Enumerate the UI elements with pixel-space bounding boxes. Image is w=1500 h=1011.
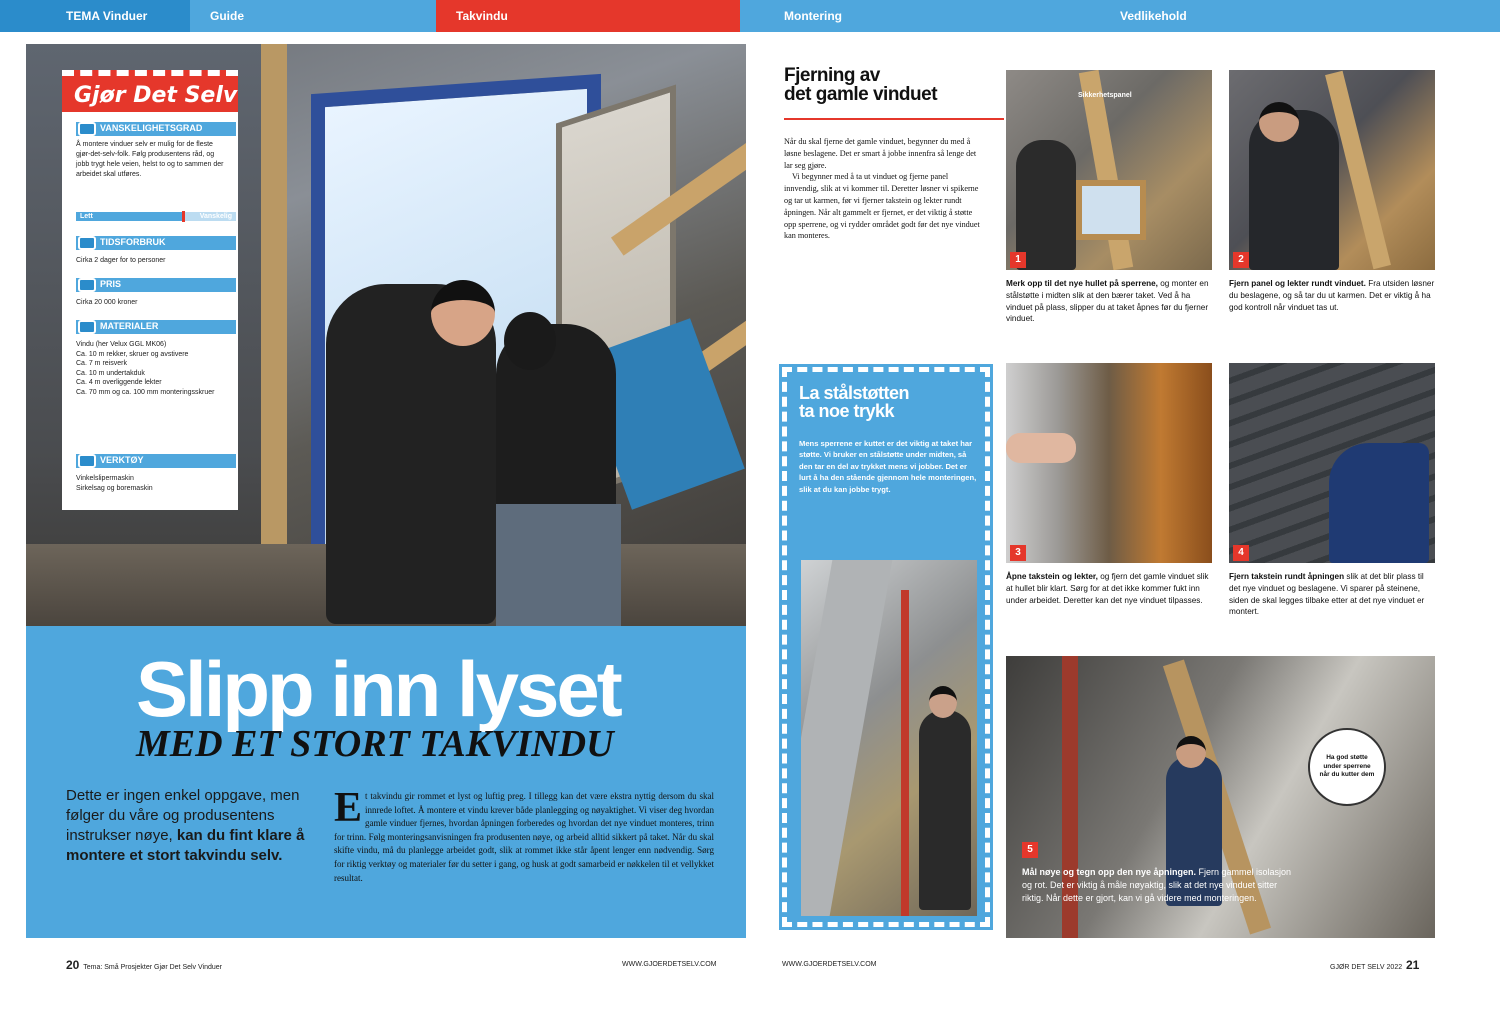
- ingress-text: [66, 786, 316, 866]
- tip-box-text: Mens sperrene er kuttet er det viktig at taket har støtte. Vi bruker en stålstøtte under midten, så den tar en del av trykket mens vi jobber. Det er lurt å ha den stående gjennom hele monteringen, slik at du kan jobbe trygt.: [799, 439, 977, 494]
- difficulty-icon: [78, 122, 96, 136]
- tip-box-title: [799, 384, 909, 420]
- worker-shape: [919, 710, 971, 910]
- fact-box-header: [62, 70, 238, 112]
- step-number: 1: [1010, 252, 1026, 268]
- step-caption-4: [1229, 571, 1435, 618]
- section-title: [784, 66, 937, 104]
- nav-brand: TEMA Vinduer: [0, 0, 190, 32]
- footer-right: [1330, 958, 1419, 972]
- clock-icon: [78, 236, 96, 250]
- time-text: Cirka 2 dager for to personer: [76, 257, 166, 264]
- page-headline: Slipp inn lyset: [136, 645, 620, 733]
- difficulty-end-label: Vanskelig: [199, 213, 232, 220]
- ingress-bold: kan du fint klare å montere et stort takvindu selv.: [66, 827, 305, 864]
- tip-title-line: La stålstøtten: [799, 383, 910, 403]
- nav-tab-montering: Montering: [784, 9, 842, 23]
- difficulty-bar: [76, 212, 236, 221]
- photo-label: Sikkerhetspanel: [1078, 92, 1132, 99]
- title-rule: [784, 118, 1004, 120]
- materials-list: [76, 340, 231, 398]
- rafter-shape: [1079, 70, 1133, 270]
- caption-lead: Fjern panel og lekter rundt vinduet.: [1229, 279, 1366, 288]
- coin-icon: [78, 278, 96, 292]
- worker-head: [929, 686, 957, 718]
- list-item: Ca. 7 m reisverk: [76, 360, 127, 368]
- caption-text: Fjern gammel isolasjon og rot. Det er viktig å måle nøyaktig, slik at det nye vinduet sitter riktig. Når dette er gjort, kan vi gå videre med monteringen.: [1022, 867, 1292, 903]
- section-label: TIDSFORBRUK: [100, 237, 166, 247]
- paragraph: Når du skal fjerne det gamle vinduet, begynner du med å løsne beslagene. Det er smart å jobbe innenfra så lenge det lar seg gjøre.: [784, 137, 977, 170]
- list-item: Ca. 10 m undertakduk: [76, 369, 145, 377]
- nav-tab-guide: Guide: [210, 9, 245, 23]
- step-photo-4: [1229, 363, 1435, 563]
- section-title-line: Fjerning av: [784, 65, 880, 86]
- footer-left: [66, 958, 222, 972]
- page-number-right: 21: [1406, 958, 1420, 972]
- section-label: VANSKELIGHETSGRAD: [100, 123, 203, 133]
- article-body-text: t takvindu gir rommet et lyst og luftig preg. I tillegg kan det være ekstra nyttig dersom du skal innrede loftet. Å montere et vindu krever både planlegging og nøyaktighet. Vi viser deg hvordan gamle vinduer fjernes, hvordan åpningen forberedes og hvordan det nye vinduet monteres, trinn for trinn. Følg monteringsanvisningen fra produsenten nøye, og arbeid alltid sikkert på taket. Når du skal skifte vindu, må du planlegge arbeidet godt, slik at rommet ikke står åpent lenger enn nødvendig. Sørg for riktig verktøy og materialer før du setter i gang, og husk at godt samarbeid er nøkkelen til et vellykket resultat.: [334, 791, 714, 883]
- glove-shape: [1329, 443, 1429, 563]
- section-price: [76, 278, 236, 292]
- difficulty-text: Å montere vinduer selv er mulig for de fleste gjør-det-selv-folk. Følg produsentens råd, og jobb trygt hele veien, helst to og to sammen der arbeidet skal utføres.: [76, 141, 224, 178]
- speech-bubble: Ha god støtte under sperrene når du kutter dem: [1308, 728, 1386, 806]
- section-label: PRIS: [100, 279, 122, 289]
- section-body: [784, 136, 980, 242]
- step-number: 4: [1233, 545, 1249, 561]
- worker-shape: [1016, 140, 1076, 270]
- footer-left-url: WWW.GJOERDETSELV.COM: [622, 961, 717, 968]
- rafter-shape: [801, 560, 892, 916]
- tools-list: [76, 474, 231, 493]
- footer-left-text: Tema: Små Prosjekter Gjør Det Selv Vinduer: [83, 964, 223, 971]
- ingress-plain: Dette er ingen enkel oppgave, men følger du våre og produsentens instrukser nøye,: [66, 787, 300, 844]
- difficulty-start-label: Lett: [80, 213, 93, 220]
- page-subheadline: MED ET STORT TAKVINDU: [136, 723, 614, 765]
- list-item: Ca. 70 mm og ca. 100 mm monteringsskruer: [76, 388, 215, 396]
- caption-lead: Åpne takstein og lekter,: [1006, 572, 1098, 581]
- step-photo-3: [1006, 363, 1212, 563]
- worker-head: [1259, 102, 1299, 142]
- section-label: MATERIALER: [100, 321, 159, 331]
- tools-icon: [78, 454, 96, 468]
- nav-tab-takvindu: Takvindu: [436, 0, 740, 32]
- step-caption-3: [1006, 571, 1212, 606]
- roof-beam: [261, 44, 287, 626]
- worker-head: [504, 312, 556, 370]
- tip-title-line: ta noe trykk: [799, 401, 895, 421]
- tip-photo: [801, 560, 977, 916]
- list-item: Ca. 4 m overliggende lekter: [76, 379, 162, 387]
- caption-lead: Mål nøye og tegn opp den nye åpningen.: [1022, 867, 1197, 877]
- tip-box: [782, 367, 990, 927]
- difficulty-marker: [182, 211, 185, 222]
- section-difficulty: [76, 122, 236, 136]
- worker-legs: [496, 504, 621, 626]
- nav-tab-vedlikehold: Vedlikehold: [1120, 9, 1187, 23]
- hand-shape: [1006, 433, 1076, 463]
- materials-icon: [78, 320, 96, 334]
- footer-right-text: GJØR DET SELV 2022: [1330, 964, 1403, 971]
- list-item: Ca. 10 m rekker, skruer og avstivere: [76, 350, 189, 358]
- caption-text: slik at det blir plass til det nye vinduet og beslagene. Vi sparer på steinene, siden de skal legges tilbake etter at det nye vinduet er montert.: [1229, 572, 1425, 617]
- list-item: Vinkelslipermaskin: [76, 475, 134, 482]
- caption-text: og fjern det gamle vinduet slik at hullet blir klart. Sørg for at det ikke kommer fukt inn under arbeidet. Deretter kan det nye vinduet tilpasses.: [1006, 572, 1209, 605]
- step-number: 2: [1233, 252, 1249, 268]
- step-number: 3: [1010, 545, 1026, 561]
- step-photo-1: [1006, 70, 1212, 270]
- window-shape: [1076, 180, 1146, 240]
- section-title-line: det gamle vinduet: [784, 84, 938, 105]
- fact-box: [62, 70, 238, 510]
- caption-lead: Fjern takstein rundt åpningen: [1229, 572, 1345, 581]
- page-number-left: 20: [66, 958, 80, 972]
- caption-text: Fra utsiden løsner du beslagene, og så tar du ut karmen. Det er viktig å ha god kontroll når vinduet tas ut.: [1229, 279, 1435, 312]
- article-body: [334, 785, 714, 885]
- caption-lead: Merk opp til det nye hullet på sperrene,: [1006, 279, 1158, 288]
- step-number: 5: [1022, 842, 1038, 858]
- drop-cap: E: [334, 785, 363, 831]
- section-time: [76, 236, 236, 250]
- caption-text: og monter en stålstøtte i midten slik at den bærer taket. Ved å ha vinduet på plass, slipper du at taket åpnes før du fjerner vinduet.: [1006, 279, 1209, 324]
- list-item: Sirkelsag og boremaskin: [76, 484, 153, 492]
- fact-box-title: Gjør Det Selv: [74, 83, 238, 108]
- steel-prop-shape: [901, 590, 909, 916]
- section-label: VERKTØY: [100, 455, 144, 465]
- section-tools: [76, 454, 236, 468]
- step-photo-2: [1229, 70, 1435, 270]
- top-nav: [0, 0, 1500, 32]
- worker-head: [1176, 736, 1206, 768]
- footer-right-url: WWW.GJOERDETSELV.COM: [782, 961, 877, 968]
- paragraph: Vi begynner med å ta ut vinduet og fjerne panel innvendig, slik at vi kommer til. Deretter løsner vi spikerne og tar ut karmen, før vi fjerner takstein og lekter rundt åpningen. Når alt gammelt er fjernet, er det viktig å støtte opp sperrene, og vi rydder området godt før det nye vinduet kan monteres.: [784, 172, 980, 241]
- hero-photo: [26, 44, 746, 626]
- step-photo-5: [1006, 656, 1435, 938]
- intro-panel: [26, 626, 746, 938]
- worker-head: [431, 280, 495, 346]
- step-caption-1: [1006, 278, 1212, 325]
- price-text: Cirka 20 000 kroner: [76, 299, 138, 306]
- step-caption-2: [1229, 278, 1435, 313]
- list-item: Vindu (her Velux GGL MK06): [76, 341, 167, 348]
- section-materials: [76, 320, 236, 334]
- step-caption-5: [1022, 866, 1292, 905]
